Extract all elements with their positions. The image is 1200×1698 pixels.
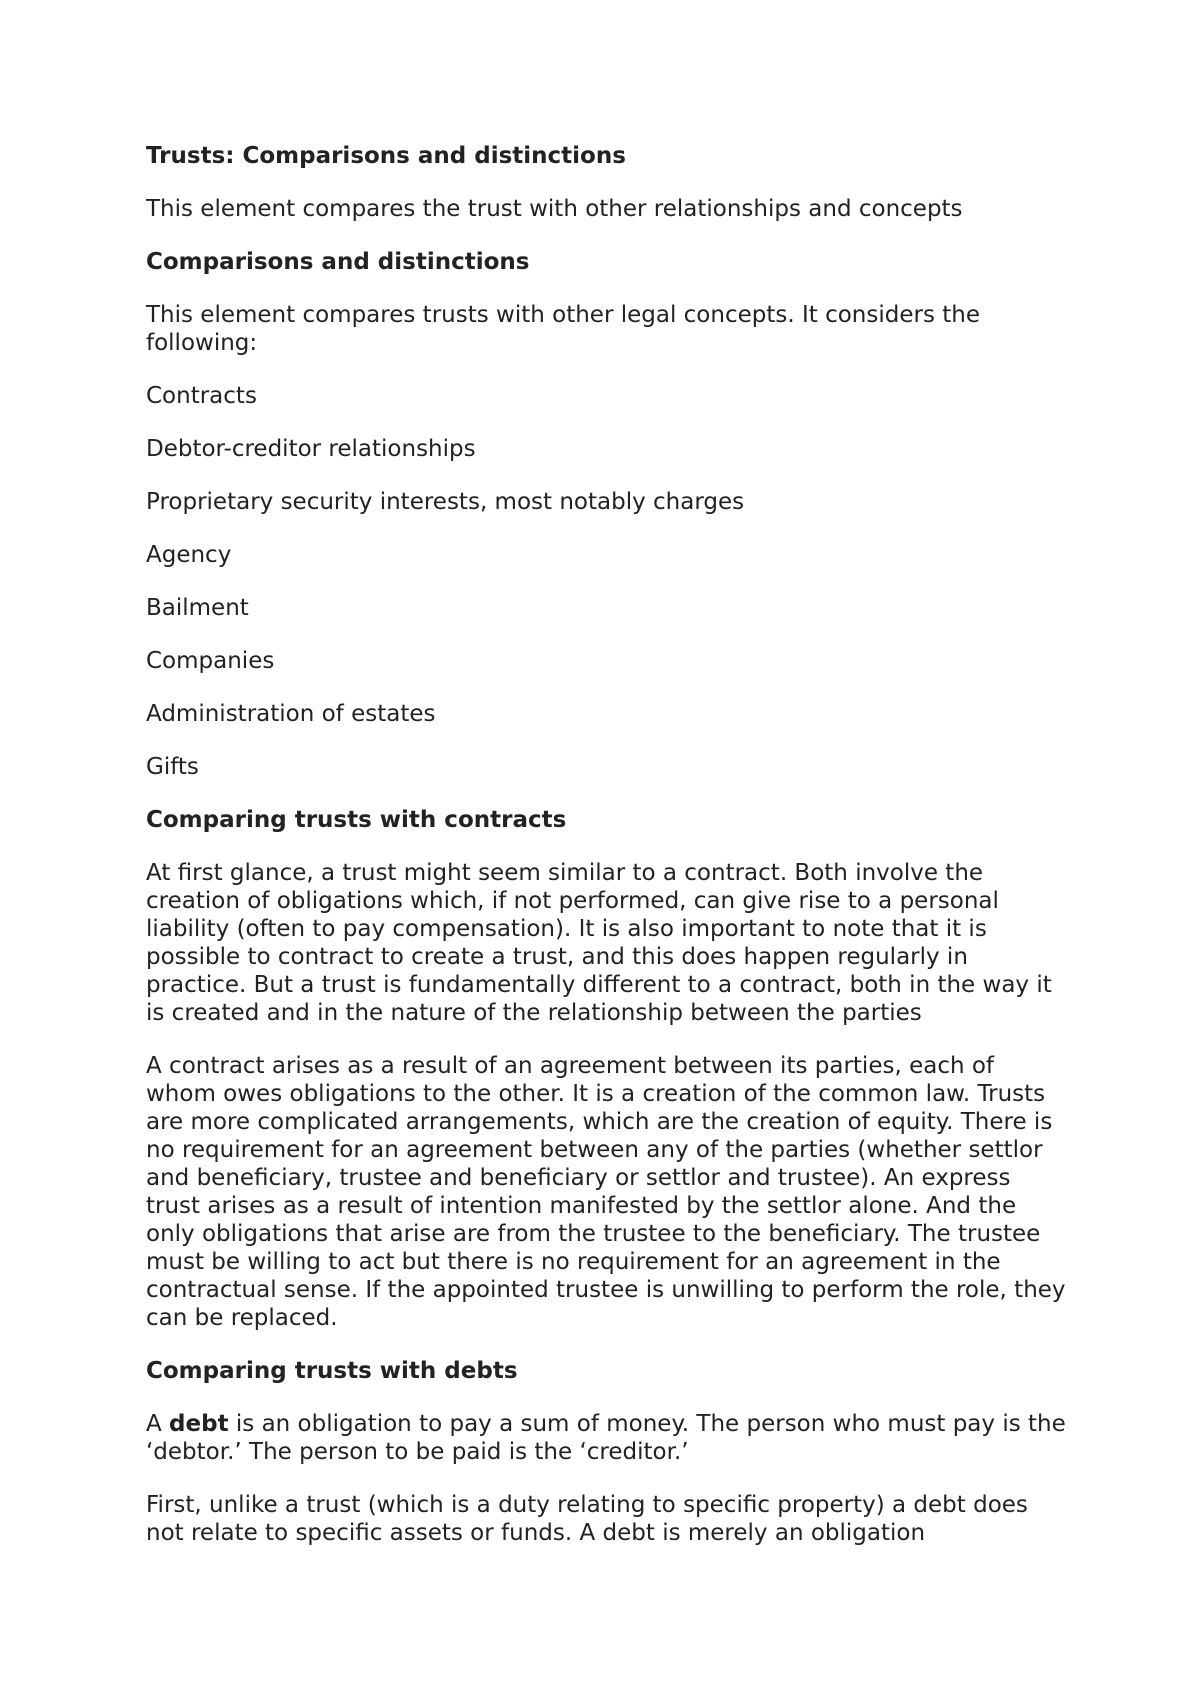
comparison-list: [146, 382, 1066, 781]
document-page: [146, 142, 1066, 1572]
list-item: Agency: [146, 542, 232, 568]
document-title: Trusts: Comparisons and distinctions: [146, 143, 626, 169]
section-comparisons-text: This element compares trusts with other legal concepts. It considers the following:: [146, 302, 980, 356]
debts-para1-rest: is an obligation to pay a sum of money. The person who must pay is the ‘debtor.’ The person to be paid is the ‘creditor.’: [146, 1411, 1066, 1465]
list-item: Administration of estates: [146, 701, 436, 727]
list-item: Contracts: [146, 383, 257, 409]
contracts-paragraph-2: A contract arises as a result of an agreement between its parties, each of whom owes obligations to the other. It is a creation of the common law. Trusts are more complicated arrangements, which are the creation of equity. There is no requirement for an agreement between any of the parties (whether settlor and beneficiary, trustee and beneficiary or settlor and trustee). An express trust arises as a result of intention manifested by the settlor alone. And the only obligations that arise are from the trustee to the beneficiary. The trustee must be willing to act but there is no requirement for an agreement in the contractual sense. If the appointed trustee is unwilling to perform the role, they can be replaced.: [146, 1053, 1066, 1331]
section-heading-contracts: Comparing trusts with contracts: [146, 807, 567, 833]
debt-term: debt: [169, 1411, 229, 1437]
list-item: Debtor-creditor relationships: [146, 436, 476, 462]
debts-paragraph-2: First, unlike a trust (which is a duty relating to specific property) a debt does not relate to specific assets or funds. A debt is merely an obligation: [146, 1492, 1028, 1546]
contracts-paragraph-1: At first glance, a trust might seem similar to a contract. Both involve the creation of obligations which, if not performed, can give rise to a personal liability (often to pay compensation). It is also important to note that it is possible to contract to create a trust, and this does happen regularly in practice. But a trust is fundamentally different to a contract, both in the way it is created and in the nature of the relationship between the parties: [146, 860, 1052, 1026]
debts-paragraph-1: [146, 1410, 1066, 1466]
section-heading-comparisons: Comparisons and distinctions: [146, 249, 530, 275]
list-item: Proprietary security interests, most notably charges: [146, 489, 745, 515]
list-item: Bailment: [146, 595, 249, 621]
debts-para1-prefix: A: [146, 1411, 170, 1437]
list-item: Gifts: [146, 754, 199, 780]
section-heading-debts: Comparing trusts with debts: [146, 1358, 518, 1384]
intro-paragraph: This element compares the trust with other relationships and concepts: [146, 196, 963, 222]
list-item: Companies: [146, 648, 275, 674]
